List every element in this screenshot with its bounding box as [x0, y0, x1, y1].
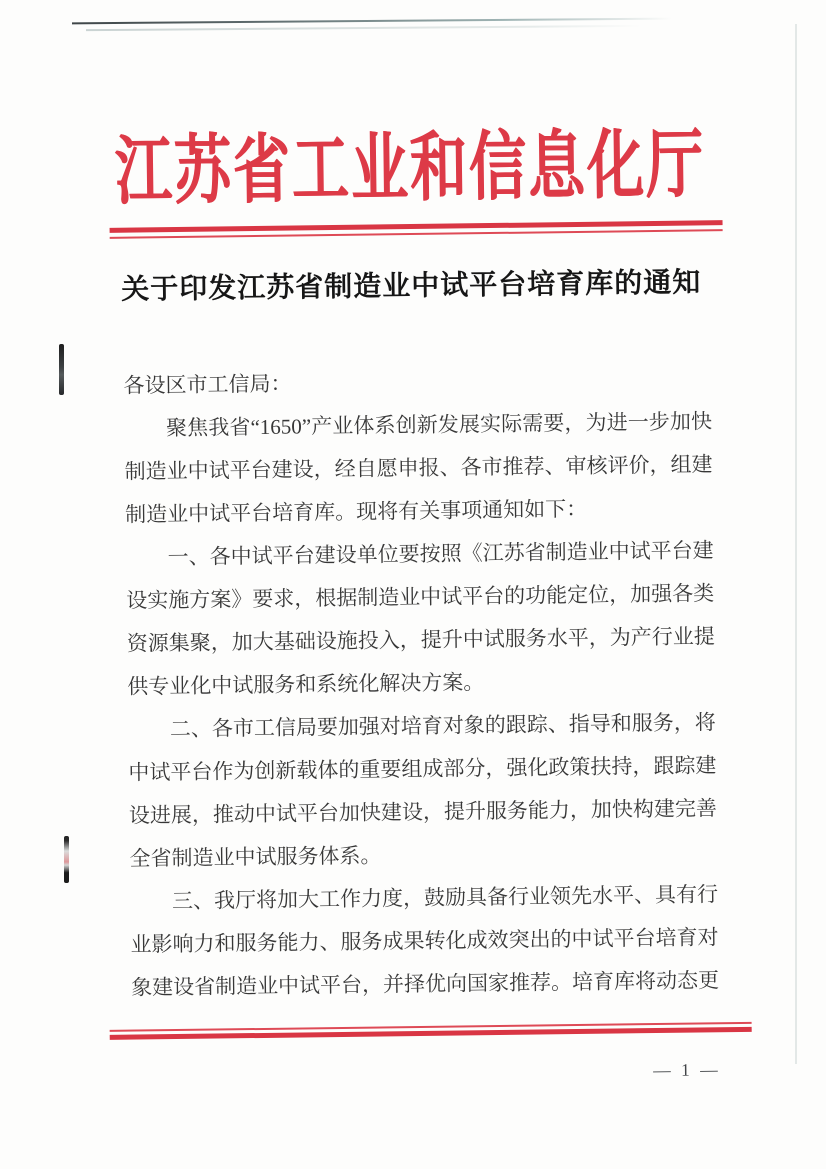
document-title: 关于印发江苏省制造业中试平台培育库的通知	[121, 267, 702, 306]
notice-paragraph-3: 三、我厅将加大工作力度，鼓励具备行业领先水平、具有行业影响力和服务能力、服务成果转化成效突出的中试平台培育对象建设省制造业中试平台，并择优向国家推荐。培育库将动态更	[130, 882, 720, 1000]
notice-paragraph-2: 二、各市工信局要加强对培育对象的跟踪、指导和服务，将中试平台作为创新载体的重要组成部分，强化政策扶持，跟踪建设进展，推动中试平台加快建设，提升服务能力，加快构建完善全省制造业中试服务体系。	[128, 710, 718, 871]
agency-header	[0, 107, 823, 217]
notice-paragraph-intro: 聚焦我省“1650”产业体系创新发展实际需要，为进一步加快制造业中试平台建设，经自愿申报、各市推荐、审核评价，组建制造业中试平台培育库。现将有关事项通知如下：	[124, 409, 713, 527]
header-divider	[110, 220, 723, 239]
notice-paragraph-1: 一、各中试平台建设单位要按照《江苏省制造业中试平台建设实施方案》要求，根据制造业中试平台的功能定位，加强各类资源集聚，加大基础设施投入，提升中试服务水平，为产行业提供专业化中试服务和系统化解决方案。	[126, 538, 715, 699]
agency-name: 江苏省工业和信息化厅	[114, 124, 706, 215]
footer-divider	[110, 1022, 752, 1040]
page-number: — 1 —	[653, 1059, 721, 1081]
notice-body	[123, 357, 719, 1009]
salutation: 各设区市工信局：	[123, 371, 292, 398]
